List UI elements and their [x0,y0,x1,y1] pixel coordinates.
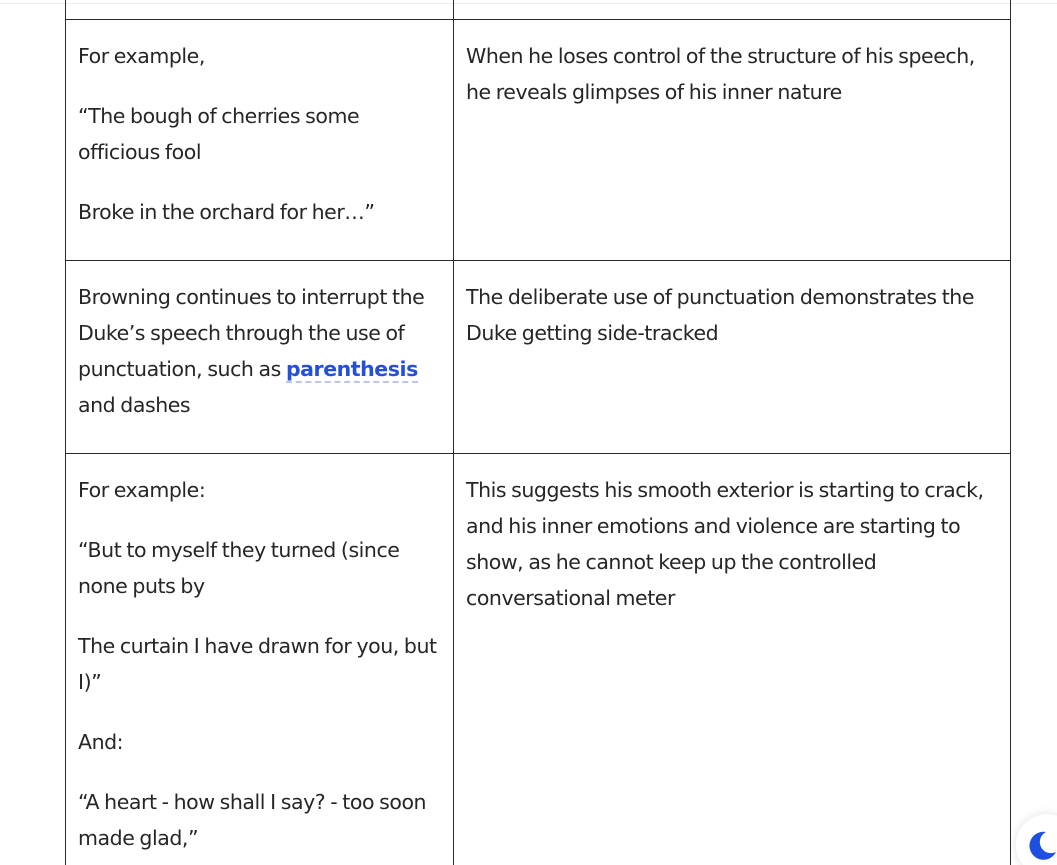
cell-text: and dashes [78,393,191,417]
table-cell-analysis [454,454,1011,865]
table-row [66,454,1011,865]
cell-paragraph: This suggests his smooth exterior is starting to crack, and his inner emotions and violence are starting to show, as he cannot keep up the controlled conversational meter [466,478,984,610]
table-cell-technique [66,261,454,454]
cell-paragraph: The deliberate use of punctuation demonstrates the Duke getting side-tracked [466,285,974,345]
table-cell-analysis [454,261,1011,454]
dark-mode-toggle-button[interactable] [1016,814,1057,865]
cell-quote-line: “The bough of cherries some officious fool [78,104,360,164]
cell-paragraph [78,279,441,423]
cell-paragraph: For example, [78,44,205,68]
cell-paragraph: When he loses control of the structure of his speech, he reveals glimpses of his inner nature [466,44,975,104]
analysis-table [65,0,1011,865]
cell-quote-line: The curtain I have drawn for you, but I)” [78,634,437,694]
table-cell-quote [66,20,454,261]
table-cell [66,0,454,20]
cell-paragraph: And: [78,730,124,754]
glossary-link-parenthesis[interactable]: parenthesis [285,357,418,381]
cell-paragraph: For example: [78,478,206,502]
table-cell-analysis [454,20,1011,261]
cell-quote-line: “A heart - how shall I say? - too soon made glad,” [78,790,427,850]
table-row-top-partial [66,0,1011,20]
table-row [66,20,1011,261]
table-cell [454,0,1011,20]
cell-text: Browning continues to interrupt the Duke’s speech through the use of punctuation, such as [78,285,425,381]
cell-quote-line: “But to myself they turned (since none puts by [78,538,400,598]
table-row [66,261,1011,454]
cell-quote-line: Broke in the orchard for her…” [78,200,375,224]
table-cell-quote [66,454,454,865]
